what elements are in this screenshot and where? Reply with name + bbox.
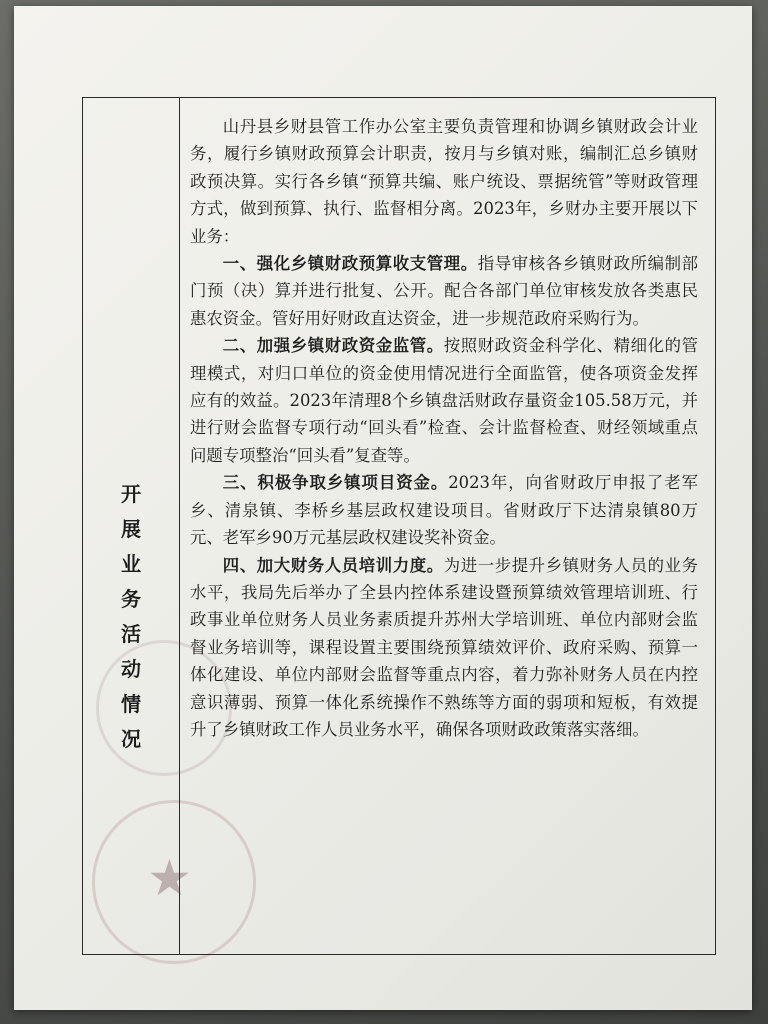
section-label-char: 业 bbox=[121, 552, 141, 576]
item-heading: 一、强化乡镇财政预算收支管理。 bbox=[222, 254, 478, 274]
item-body: 按照财政资金科学化、精细化的管理模式，对归口单位的资金使用情况进行全面监管，使各项资金发挥应有的效益。2023年清理8个乡镇盘活财政存量资金105.58万元，并进行财会监督专项行动“回头看”检查、会计监督检查、财经领域重点问题专项整治“回头看”复查等。 bbox=[190, 336, 699, 465]
section-label-char: 开 bbox=[121, 482, 141, 506]
item-paragraph bbox=[190, 332, 698, 469]
section-label-char: 动 bbox=[121, 657, 141, 681]
item-body: 指导审核各乡镇财政所编制部门预（决）算并进行批复、公开。配合各部门单位审核发放各类惠民惠农资金。管好用好财政直达资金，进一步规范政府采购行为。 bbox=[190, 254, 699, 328]
section-label-char: 情 bbox=[121, 692, 141, 716]
section-label-char: 况 bbox=[121, 727, 141, 751]
item-paragraph bbox=[190, 250, 698, 332]
section-label-char: 展 bbox=[121, 517, 141, 541]
content-cell bbox=[190, 113, 698, 743]
section-label-char: 活 bbox=[121, 622, 141, 646]
section-label-char: 务 bbox=[121, 587, 141, 611]
intro-paragraph: 山丹县乡财县管工作办公室主要负责管理和协调乡镇财政会计业务，履行乡镇财政预算会计职责，按月与乡镇对账，编制汇总乡镇财政预决算。实行各乡镇“预算共编、账户统设、票据统管”等财政管理方式，做到预算、执行、监督相分离。2023年，乡财办主要开展以下业务： bbox=[190, 117, 698, 246]
section-label bbox=[82, 477, 180, 757]
item-paragraph bbox=[190, 469, 698, 551]
item-heading: 二、加强乡镇财政资金监管。 bbox=[222, 336, 444, 356]
seal-star-icon: ★ bbox=[147, 849, 192, 907]
item-body: 为进一步提升乡镇财务人员的业务水平，我局先后举办了全县内控体系建设暨预算绩效管理培训班、行政事业单位财务人员业务素质提升苏州大学培训班、单位内部财会监督业务培训等，课程设置主要围绕预算绩效评价、政府采购、预算一体化建设、单位内部财会监督等重点内容，着力弥补财务人员在内控意识薄弱、预算一体化系统操作不熟练等方面的弱项和短板，有效提升了乡镇财政工作人员业务水平，确保各项财政政策落实落细。 bbox=[190, 555, 699, 739]
item-paragraph bbox=[190, 552, 698, 744]
item-body: 2023年，向省财政厅申报了老军乡、清泉镇、李桥乡基层政权建设项目。省财政厅下达清泉镇80万元、老军乡90万元基层政权建设奖补资金。 bbox=[190, 473, 699, 548]
item-heading: 四、加大财务人员培训力度。 bbox=[222, 555, 444, 575]
section-label-cell bbox=[82, 97, 180, 955]
item-heading: 三、积极争取乡镇项目资金。 bbox=[222, 473, 449, 493]
